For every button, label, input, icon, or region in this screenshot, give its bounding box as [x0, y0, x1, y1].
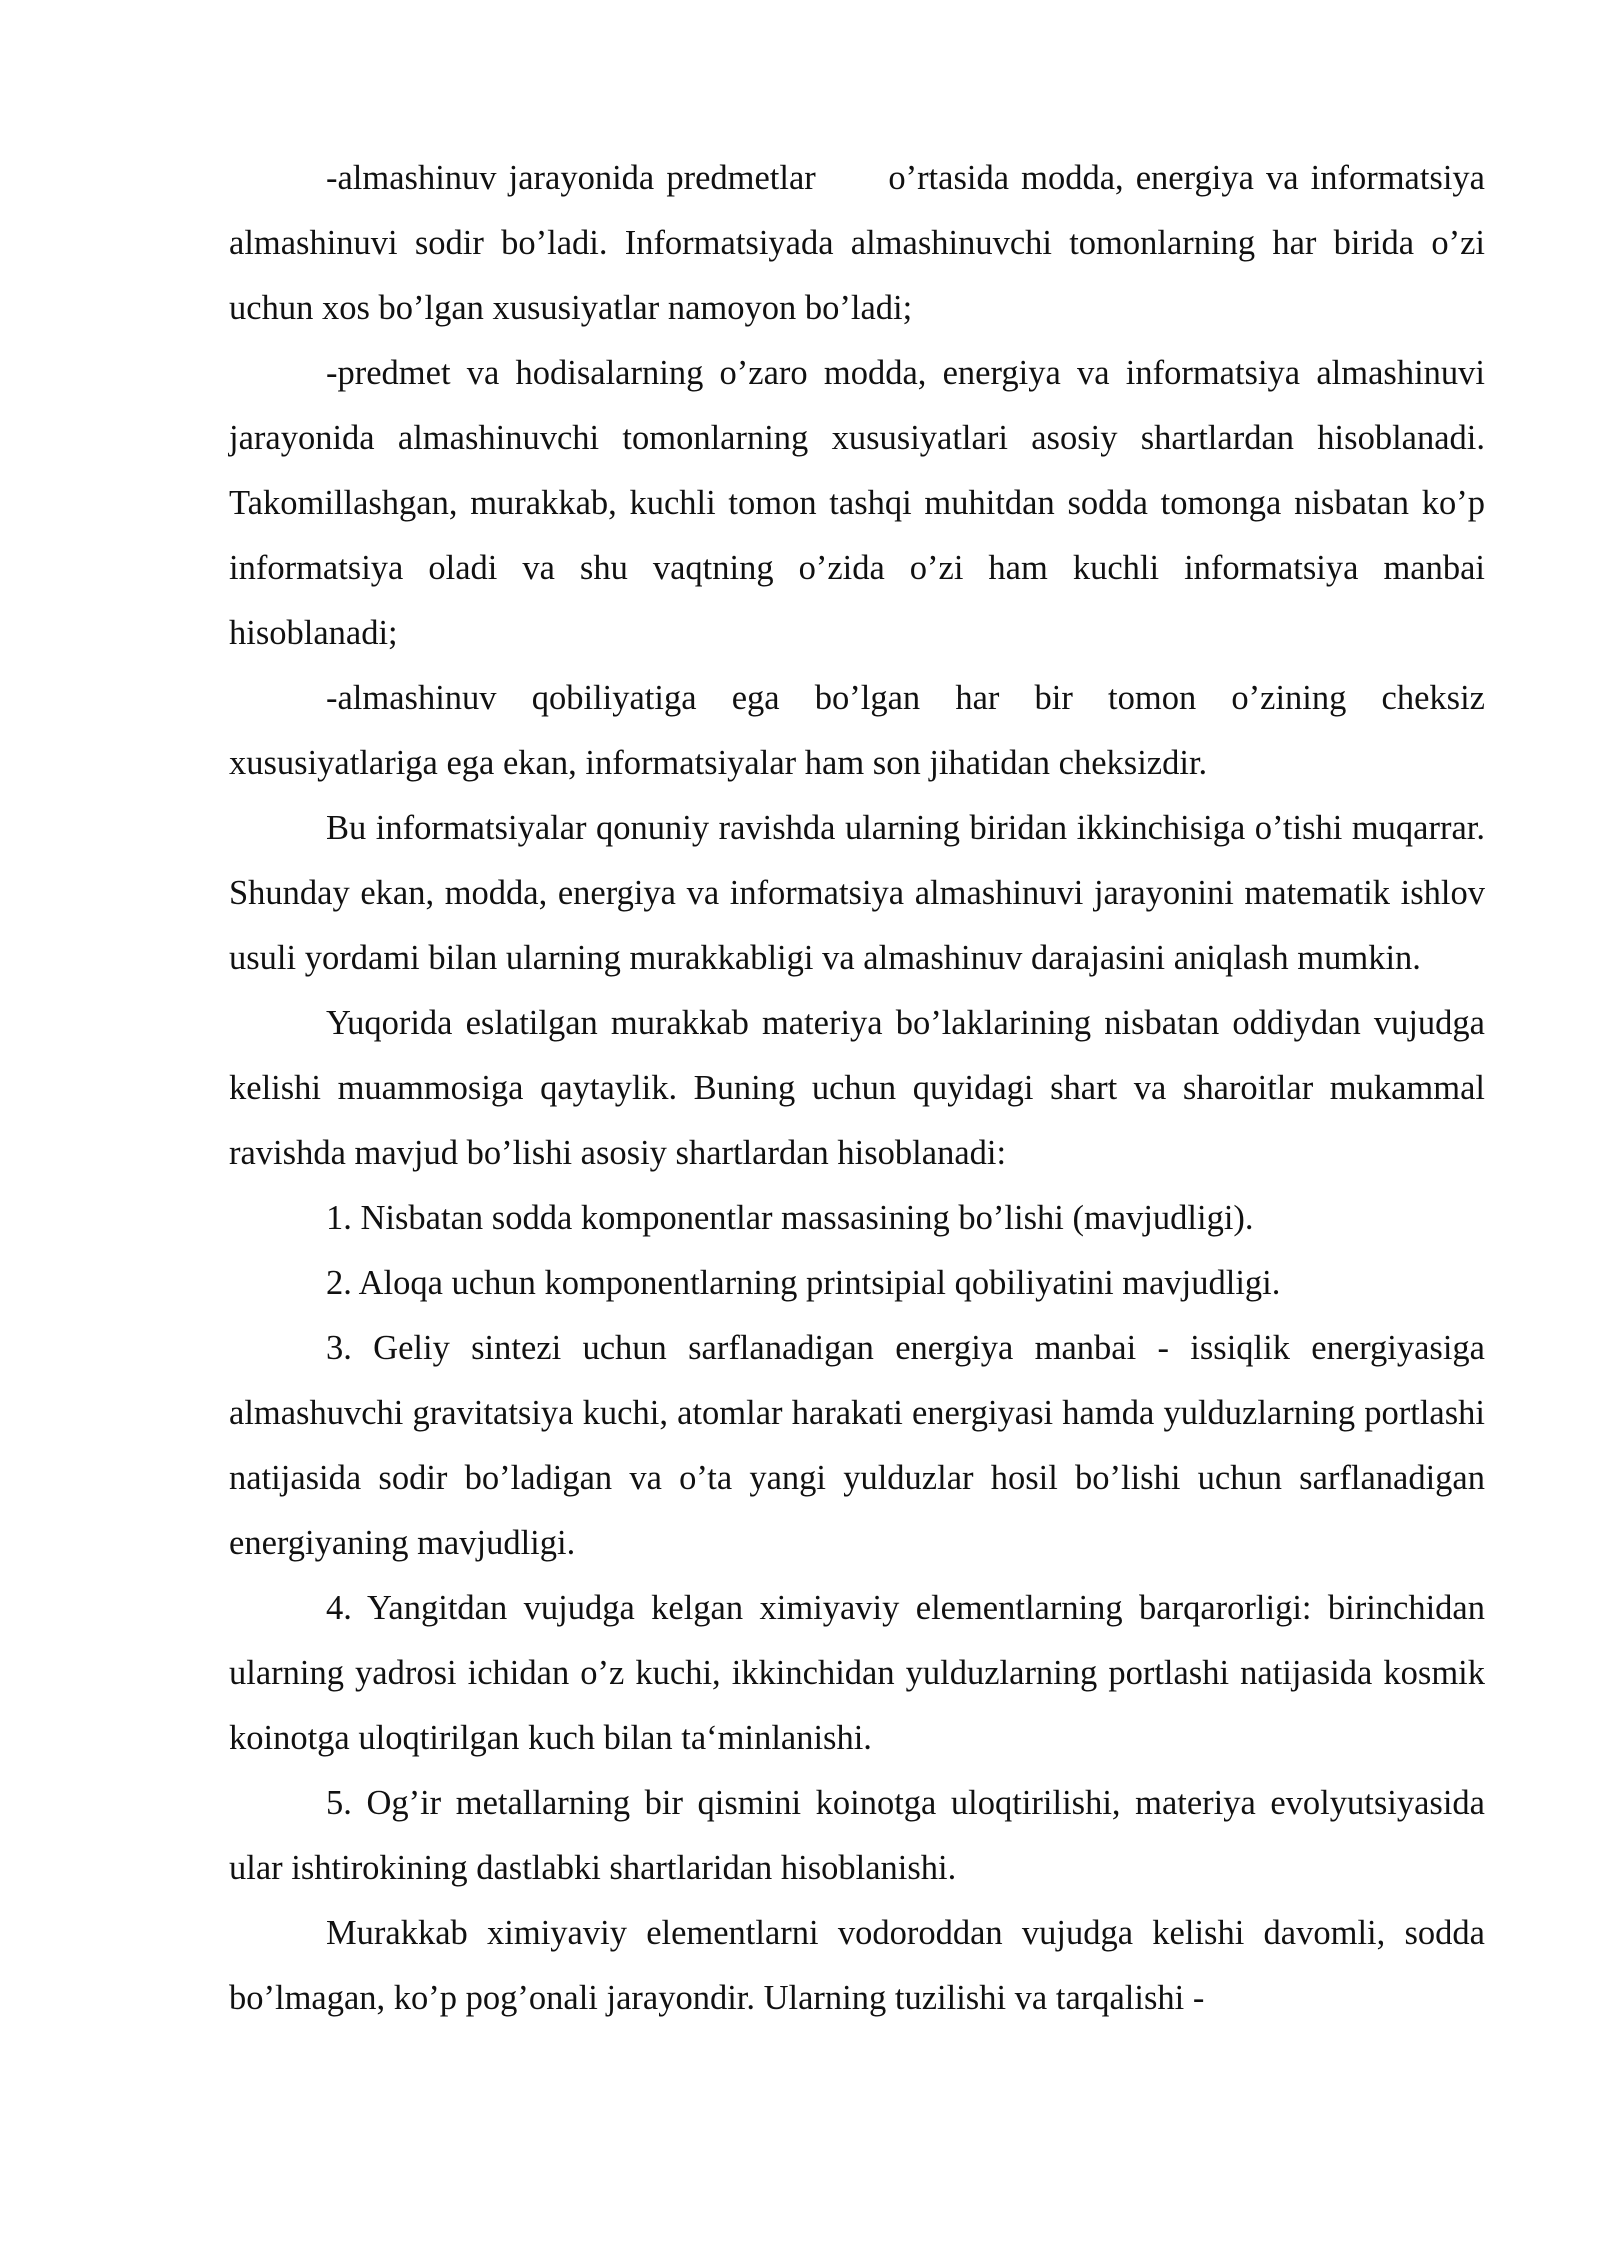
list-item-condition-4: 4. Yangitdan vujudga kelgan ximiyaviy elementlarning barqarorligi: birinchidan ularning yadrosi ichidan o’z kuchi, ikkinchidan yulduzlarning portlashi natijasida kosmik koinotga uloqtirilgan kuch bilan ta‘minlanishi.: [229, 1589, 1485, 1757]
paragraph-exchange-process: -almashinuv jarayonida predmetlar o’rtasida modda, energiya va informatsiya almashinuvi sodir bo’ladi. Informatsiyada almashinuvchi tomonlarning har birida o’zi uchun xos bo’lgan xususiyatlar namoyon bo’ladi;: [229, 159, 1485, 327]
paragraph-complex-matter: Yuqorida eslatilgan murakkab materiya bo’laklarining nisbatan oddiydan vujudga kelishi muammosiga qaytaylik. Buning uchun quyidagi shart va sharoitlar mukammal ravishda mavjud bo’lishi asosiy shartlardan hisoblanadi:: [229, 1004, 1485, 1172]
paragraph-information-transfer: Bu informatsiyalar qonuniy ravishda ularning biridan ikkinchisiga o’tishi muqarrar. Shunday ekan, modda, energiya va informatsiya almashinuvi jarayonini matematik ishlov usuli yordami bilan ularning murakkabligi va almashinuv darajasini aniqlash mumkin.: [229, 809, 1485, 977]
document-page: [229, 146, 1485, 2031]
paragraph-chemical-elements: Murakkab ximiyaviy elementlarni vodoroddan vujudga kelishi davomli, sodda bo’lmagan, ko’p pog’onali jarayondir. Ularning tuzilishi va tarqalishi -: [229, 1914, 1485, 2017]
paragraph-infinite-properties: -almashinuv qobiliyatiga ega bo’lgan har bir tomon o’zining cheksiz xususiyatlariga ega ekan, informatsiyalar ham son jihatidan cheksizdir.: [229, 679, 1485, 782]
list-item-condition-1: 1. Nisbatan sodda komponentlar massasining bo’lishi (mavjudligi).: [326, 1199, 1254, 1237]
list-item-condition-5: 5. Og’ir metallarning bir qismini koinotga uloqtirilishi, materiya evolyutsiyasida ular ishtirokining dastlabki shartlaridan hisoblanishi.: [229, 1784, 1485, 1887]
paragraph-mutual-exchange: -predmet va hodisalarning o’zaro modda, energiya va informatsiya almashinuvi jarayonida almashinuvchi tomonlarning xususiyatlari asosiy shartlardan hisoblanadi. Takomillashgan, murakkab, kuchli tomon tashqi muhitdan sodda tomonga nisbatan ko’p informatsiya oladi va shu vaqtning o’zida o’zi ham kuchli informatsiya manbai hisoblanadi;: [229, 354, 1485, 652]
list-item-condition-2: 2. Aloqa uchun komponentlarning printsipial qobiliyatini mavjudligi.: [326, 1264, 1281, 1302]
list-item-condition-3: 3. Geliy sintezi uchun sarflanadigan energiya manbai - issiqlik energiyasiga almashuvchi gravitatsiya kuchi, atomlar harakati energiyasi hamda yulduzlarning portlashi natijasida sodir bo’ladigan va o’ta yangi yulduzlar hosil bo’lishi uchun sarflanadigan energiyaning mavjudligi.: [229, 1329, 1485, 1562]
